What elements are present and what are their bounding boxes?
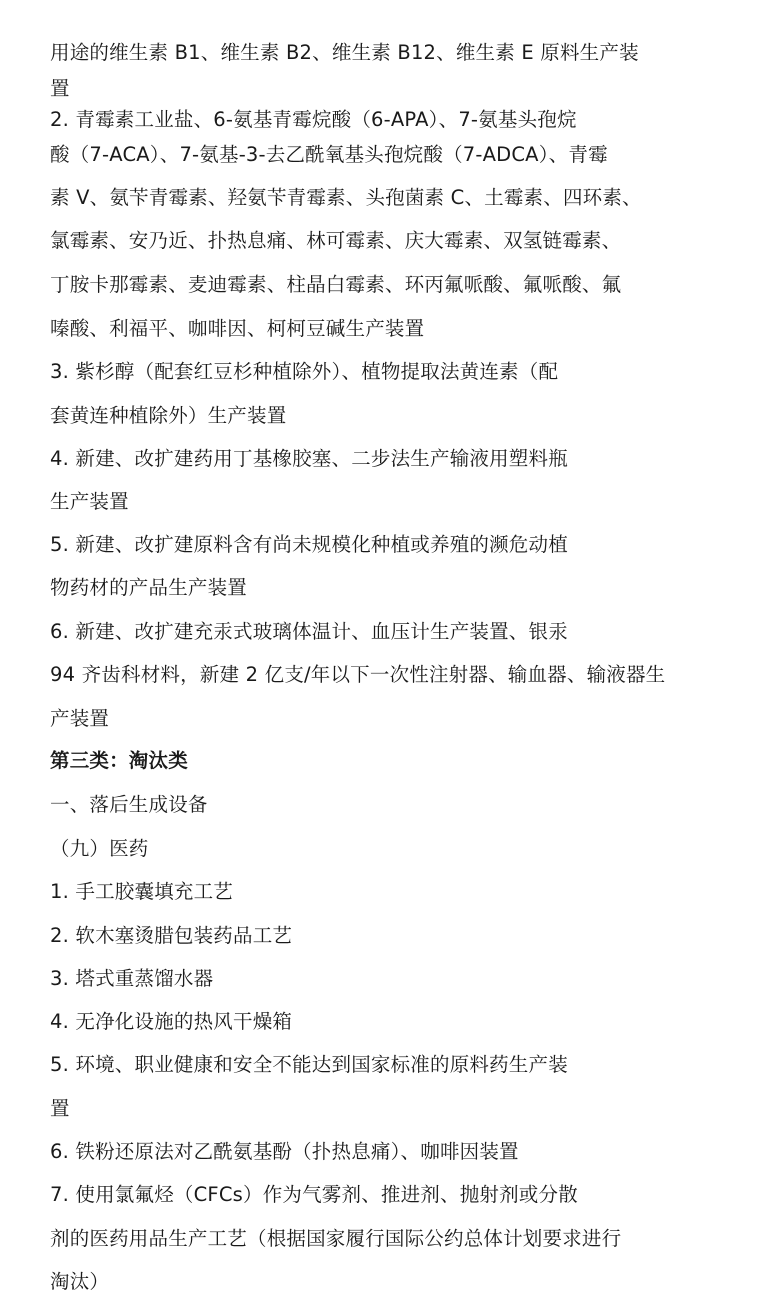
text-line: 素 V、氨苄青霉素、羟氨苄青霉素、头孢菌素 C、土霉素、四环素、 [50,186,642,209]
section-heading: 第三类：淘汰类 [50,749,188,772]
text-line: （九）医药 [50,837,149,860]
text-line: 用途的维生素 B1、维生素 B2、维生素 B12、维生素 E 原料生产装 [50,41,639,64]
text-line: 生产装置 [50,490,129,513]
text-line: 酸（7-ACA）、7-氨基-3-去乙酰氧基头孢烷酸（7-ADCA）、青霉 [50,143,608,166]
text-line: 5. 新建、改扩建原料含有尚未规模化种植或养殖的濒危动植 [50,533,568,556]
text-line: 物药材的产品生产装置 [50,576,248,599]
text-line: 5. 环境、职业健康和安全不能达到国家标准的原料药生产装 [50,1053,568,1076]
text-line: 4. 无净化设施的热风干燥箱 [50,1010,293,1033]
text-line: 3. 塔式重蒸馏水器 [50,967,214,990]
text-line: 嗪酸、利福平、咖啡因、柯柯豆碱生产装置 [50,317,425,340]
text-line: 套黄连种植除外）生产装置 [50,404,287,427]
text-line: 一、落后生成设备 [50,793,208,816]
text-line: 丁胺卡那霉素、麦迪霉素、柱晶白霉素、环丙氟哌酸、氟哌酸、氟 [50,273,622,296]
text-line: 6. 新建、改扩建充汞式玻璃体温计、血压计生产装置、银汞 [50,620,568,643]
text-line: 淘汰） [50,1270,110,1293]
text-line: 产装置 [50,707,110,730]
text-line: 氯霉素、安乃近、扑热息痛、林可霉素、庆大霉素、双氢链霉素、 [50,229,622,252]
text-line: 置 [50,1097,70,1120]
text-line: 剂的医药用品生产工艺（根据国家履行国际公约总体计划要求进行 [50,1227,622,1250]
text-line: 置 [50,77,70,100]
text-line: 94 齐齿科材料，新建 2 亿支/年以下一次性注射器、输血器、输液器生 [50,663,666,686]
text-line: 1. 手工胶囊填充工艺 [50,880,234,903]
text-line: 7. 使用氯氟烃（CFCs）作为气雾剂、推进剂、抛射剂或分散 [50,1183,578,1206]
text-line: 2. 软木塞烫腊包装药品工艺 [50,924,293,947]
text-line: 3. 紫杉醇（配套红豆杉种植除外）、植物提取法黄连素（配 [50,360,559,383]
text-line: 2. 青霉素工业盐、6-氨基青霉烷酸（6-APA）、7-氨基头孢烷 [50,108,577,131]
text-line: 4. 新建、改扩建药用丁基橡胶塞、二步法生产输液用塑料瓶 [50,447,568,470]
text-line: 6. 铁粉还原法对乙酰氨基酚（扑热息痛）、咖啡因装置 [50,1140,519,1163]
